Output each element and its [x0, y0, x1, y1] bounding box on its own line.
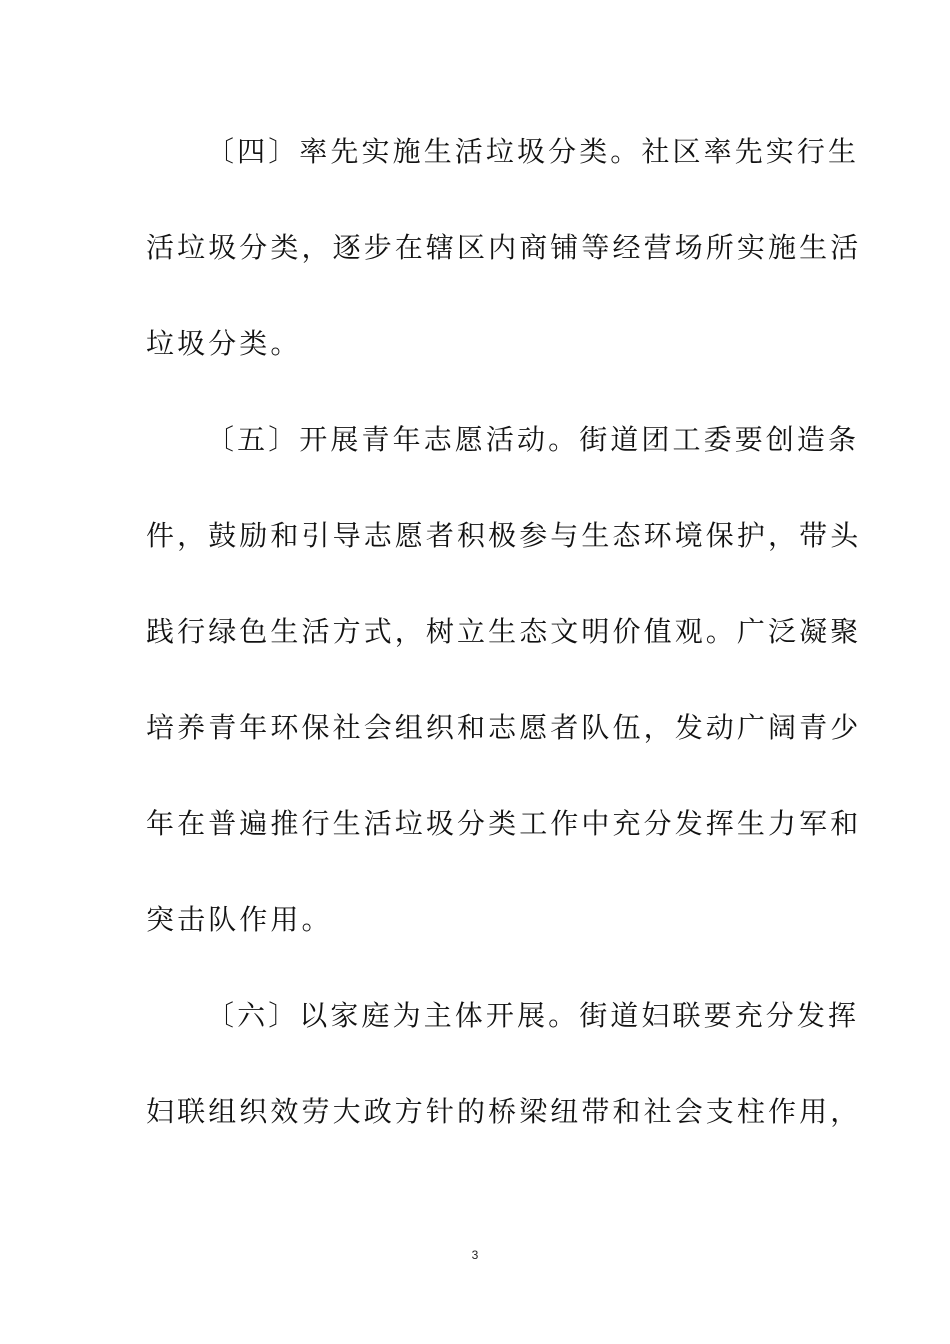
text-line: 垃圾分类。	[146, 327, 302, 360]
text-line: 培养青年环保社会组织和志愿者队伍，发动广阔青少	[146, 711, 862, 744]
text-line: 〔五〕开展青年志愿活动。街道团工委要创造条	[206, 423, 860, 456]
text-line: 践行绿色生活方式，树立生态文明价值观。广泛凝聚	[146, 615, 862, 648]
text-line: 活垃圾分类，逐步在辖区内商铺等经营场所实施生活	[146, 231, 862, 264]
body-text	[146, 128, 862, 1184]
page-number: 3	[471, 1248, 479, 1262]
text-line: 突击队作用。	[146, 903, 333, 936]
text-line: 件，鼓励和引导志愿者积极参与生态环境保护，带头	[146, 519, 862, 552]
text-line: 〔四〕率先实施生活垃圾分类。社区率先实行生	[206, 135, 860, 168]
text-line: 妇联组织效劳大政方针的桥梁纽带和社会支柱作用，	[146, 1095, 862, 1128]
text-line: 年在普遍推行生活垃圾分类工作中充分发挥生力军和	[146, 807, 862, 840]
text-line: 〔六〕以家庭为主体开展。街道妇联要充分发挥	[206, 999, 860, 1032]
